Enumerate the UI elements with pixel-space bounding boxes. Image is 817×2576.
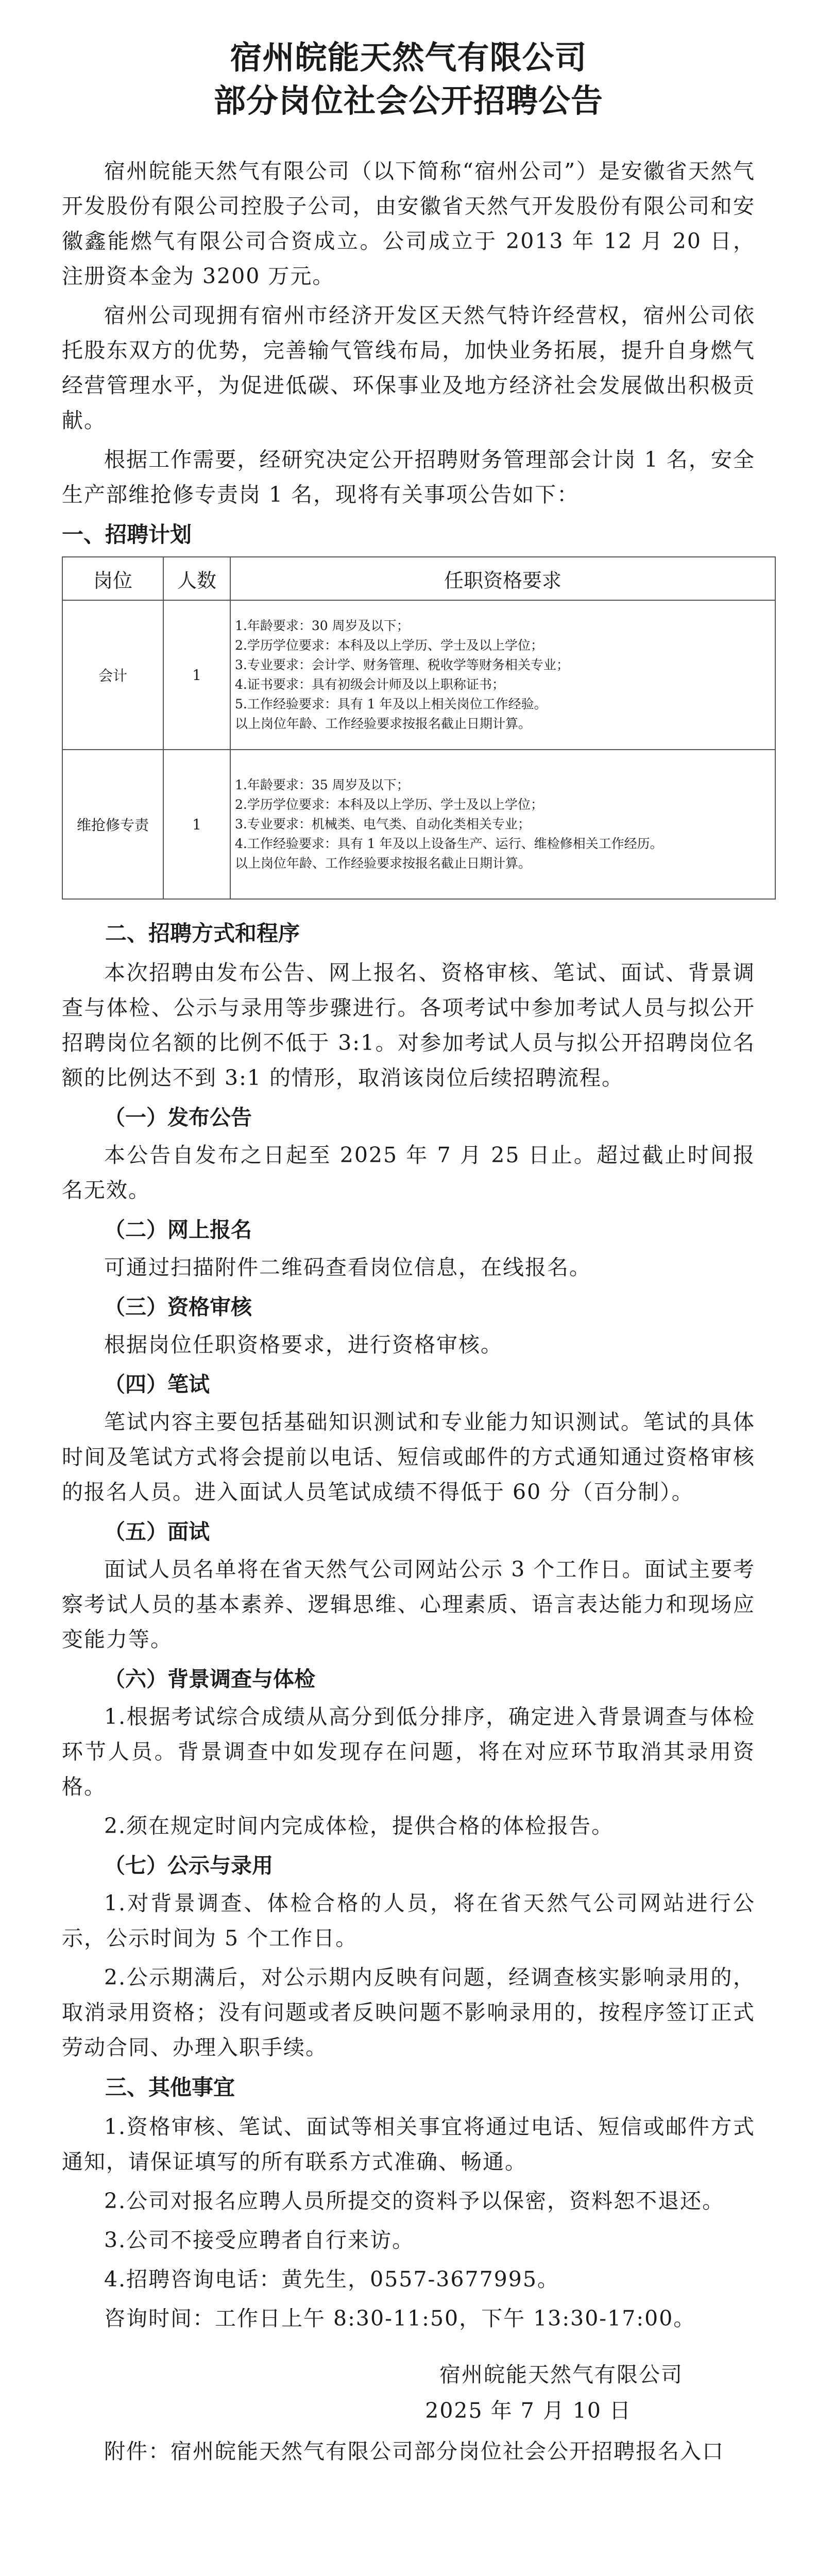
step-5-text: 面试人员名单将在省天然气公司网站公示 3 个工作日。面试主要考察考试人员的基本素养、逻辑思维、心理素质、语言表达能力和现场应变能力等。 [62,1557,755,1652]
document-title [62,36,755,123]
other-item-4: 4.招聘咨询电话：黄先生，0557-3677995。 [104,2267,559,2292]
requirement-line: 5.工作经验要求：具有 1 年及以上相关岗位工作经验。 [235,697,547,711]
other-item-2: 2.公司对报名应聘人员所提交的资料予以保密，资料恕不退还。 [104,2189,725,2213]
requirement-line: 4.工作经验要求：具有 1 年及以上设备生产、运行、维检修相关工作经历。 [235,836,663,851]
section-2-intro: 本次招聘由发布公告、网上报名、资格审核、笔试、面试、背景调查与体检、公示与录用等步骤进行。各项考试中参加考试人员与拟公开招聘岗位名额的比例不低于 3:1。对参加考试人员与拟公开招聘岗位名额的比例达不到 3:1 的情形，取消该岗位后续招聘流程。 [62,960,755,1090]
row-requirements [230,600,775,750]
step-1-text: 本公告自发布之日起至 2025 年 7 月 25 日止。超过截止时间报名无效。 [62,1143,755,1202]
table-row [62,600,775,750]
header-requirements: 任职资格要求 [230,557,775,600]
requirement-line: 1.年龄要求：30 周岁及以下； [235,618,410,633]
consult-time: 咨询时间：工作日上午 8:30-11:50，下午 13:30-17:00。 [104,2306,696,2331]
other-item-1: 1.资格审核、笔试、面试等相关事宜将通过电话、短信或邮件方式通知，请保证填写的所有联系方式准确、畅通。 [62,2114,755,2174]
intro-paragraph-1: 宿州皖能天然气有限公司（以下简称“宿州公司”）是安徽省天然气开发股份有限公司控股子公司，由安徽省天然气开发股份有限公司和安徽鑫能燃气有限公司合资成立。公司成立于 2013 年 12 月 20 日，注册资本金为 3200 万元。 [62,159,755,289]
header-count: 人数 [163,557,230,600]
requirement-line: 4.证书要求：具有初级会计师及以上职称证书； [235,677,505,692]
requirement-line: 3.专业要求：机械类、电气类、自动化类相关专业； [235,817,531,832]
step-3-text: 根据岗位任职资格要求，进行资格审核。 [104,1332,503,1357]
row-post: 会计 [62,600,163,750]
requirement-line: 1.年龄要求：35 周岁及以下； [235,777,410,792]
requirement-line: 以上岗位年龄、工作经验要求按报名截止日期计算。 [235,856,532,871]
step-7-heading: （七）公示与录用 [104,1853,273,1878]
row-post: 维抢修专责 [62,750,163,899]
requirement-line: 2.学历学位要求：本科及以上学历、学士及以上学位； [235,797,543,812]
step-1-heading: （一）发布公告 [104,1105,252,1130]
requirement-line: 以上岗位年龄、工作经验要求按报名截止日期计算。 [235,716,532,731]
table-row [62,750,775,899]
signature-block [62,2357,755,2429]
signature-date: 2025 年 7 月 10 日 [425,2398,632,2423]
other-item-3: 3.公司不接受应聘者自行来访。 [104,2228,415,2252]
row-requirements [230,750,775,899]
signature-org: 宿州皖能天然气有限公司 [439,2362,683,2387]
section-1-heading: 一、招聘计划 [62,522,192,547]
title-line-1: 宿州皖能天然气有限公司 [230,39,587,76]
step-5-heading: （五）面试 [104,1519,210,1544]
recruitment-plan-table [62,556,776,900]
header-post: 岗位 [62,557,163,600]
row-count: 1 [163,750,230,899]
intro-paragraph-3: 根据工作需要，经研究决定公开招聘财务管理部会计岗 1 名，安全生产部维抢修专责岗 1 名，现将有关事项公告如下： [62,447,755,507]
step-2-text: 可通过扫描附件二维码查看岗位信息，在线报名。 [104,1255,591,1280]
step-2-heading: （二）网上报名 [104,1217,252,1242]
step-4-text: 笔试内容主要包括基础知识测试和专业能力知识测试。笔试的具体时间及笔试方式将会提前以电话、短信或邮件的方式通知通过资格审核的报名人员。进入面试人员笔试成绩不得低于 60 分（百分制）。 [62,1410,755,1504]
title-line-2: 部分岗位社会公开招聘公告 [213,82,603,120]
attachment-note: 附件：宿州皖能天然气有限公司部分岗位社会公开招聘报名入口 [104,2439,724,2464]
section-2-heading: 二、招聘方式和程序 [105,921,300,946]
step-6-text-1: 1.根据考试综合成绩从高分到低分排序，确定进入背景调查与体检环节人员。背景调查中如发现存在问题，将在对应环节取消其录用资格。 [62,1704,755,1799]
row-count: 1 [163,600,230,750]
requirement-line: 3.专业要求：会计学、财务管理、税收学等财务相关专业； [235,657,569,672]
step-6-text-2: 2.须在规定时间内完成体检，提供合格的体检报告。 [104,1814,614,1838]
requirement-line: 2.学历学位要求：本科及以上学历、学士及以上学位； [235,638,543,653]
step-3-heading: （三）资格审核 [104,1295,252,1319]
intro-paragraph-2: 宿州公司现拥有宿州市经济开发区天然气特许经营权，宿州公司依托股东双方的优势，完善输气管线布局，加快业务拓展，提升自身燃气经营管理水平，为促进低碳、环保事业及地方经济社会发展做出积极贡献。 [62,303,755,433]
step-7-text-2: 2.公示期满后，对公示期内反映有问题，经调查核实影响录用的，取消录用资格；没有问题或者反映问题不影响录用的，按程序签订正式劳动合同、办理入职手续。 [62,1965,755,2060]
step-6-heading: （六）背景调查与体检 [104,1667,315,1691]
table-header-row [62,557,775,600]
step-4-heading: （四）笔试 [104,1372,210,1397]
step-7-text-1: 1.对背景调查、体检合格的人员，将在省天然气公司网站进行公示，公示时间为 5 个工作日。 [62,1891,755,1951]
section-3-heading: 三、其他事宜 [105,2075,235,2100]
